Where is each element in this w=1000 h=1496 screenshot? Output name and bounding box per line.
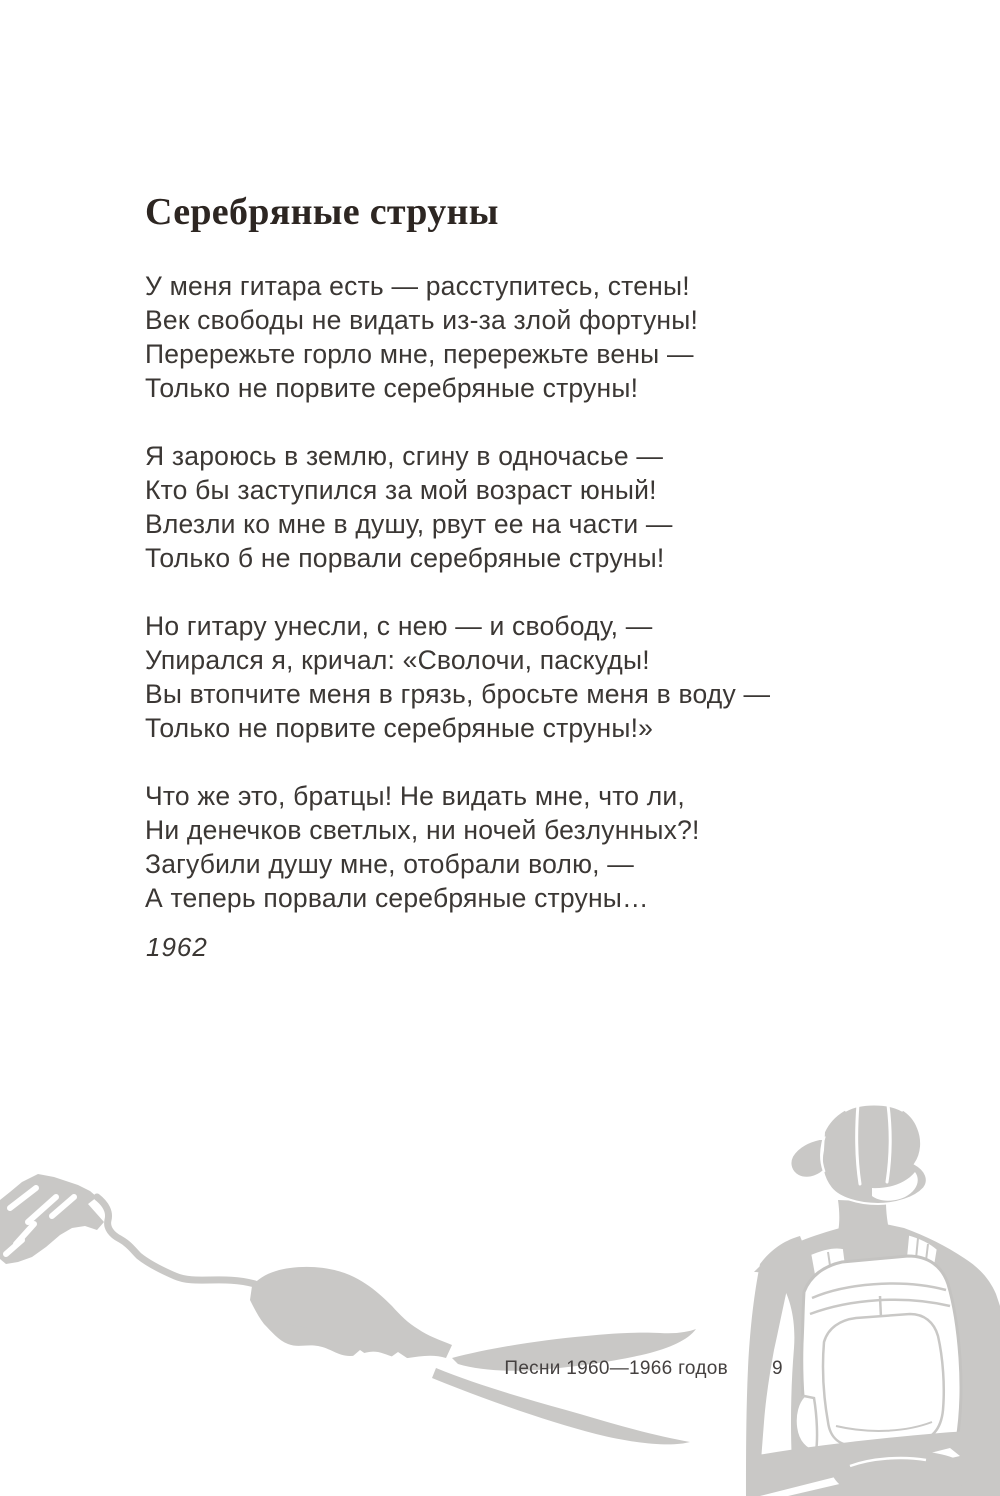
page-number: 9	[772, 1358, 783, 1379]
poem-line: А теперь порвали серебряные струны…	[145, 883, 649, 913]
poem-line: Только не порвите серебряные струны!	[145, 373, 639, 403]
poem-line: Вы втопчите меня в грязь, бросьте меня в воду —	[145, 679, 771, 709]
poem-year: 1962	[146, 932, 208, 962]
stanza-2	[145, 439, 770, 575]
poem-line: Ни денечков светлых, ни ночей безлунных?!	[145, 815, 700, 845]
stanza-4	[145, 779, 770, 915]
stanza-1	[145, 269, 770, 405]
poem-line: Перережьте горло мне, перережьте вены —	[145, 339, 694, 369]
poem-line: Что же это, братцы! Не видать мне, что ли,	[145, 781, 685, 811]
poem-line: Я зароюсь в землю, сгину в одночасье —	[145, 441, 664, 471]
poem-line: Кто бы заступился за мой возраст юный!	[145, 475, 657, 505]
poem-line: Только б не порвали серебряные струны!	[145, 543, 665, 573]
poem-title: Серебряные струны	[145, 191, 499, 233]
poem-line: Но гитару унесли, с нею — и свободу, —	[145, 611, 653, 641]
poem-line: Загубили душу мне, отобрали волю, —	[145, 849, 634, 879]
poem-line: У меня гитара есть — расступитесь, стены!	[145, 271, 690, 301]
poem-line: Упирался я, кричал: «Сволочи, паскуды!	[145, 645, 650, 675]
poem-line: Влезли ко мне в душу, рвут ее на части —	[145, 509, 673, 539]
mountain-ridge-illustration	[0, 1096, 760, 1496]
running-footer-section: Песни 1960—1966 годов	[504, 1358, 728, 1379]
stanza-3	[145, 609, 770, 745]
poem-line: Век свободы не видать из-за злой фортуны!	[145, 305, 699, 335]
poem-body	[145, 269, 770, 949]
poem-line: Только не порвите серебряные струны!»	[145, 713, 654, 743]
hiker-illustration	[740, 1096, 1000, 1496]
